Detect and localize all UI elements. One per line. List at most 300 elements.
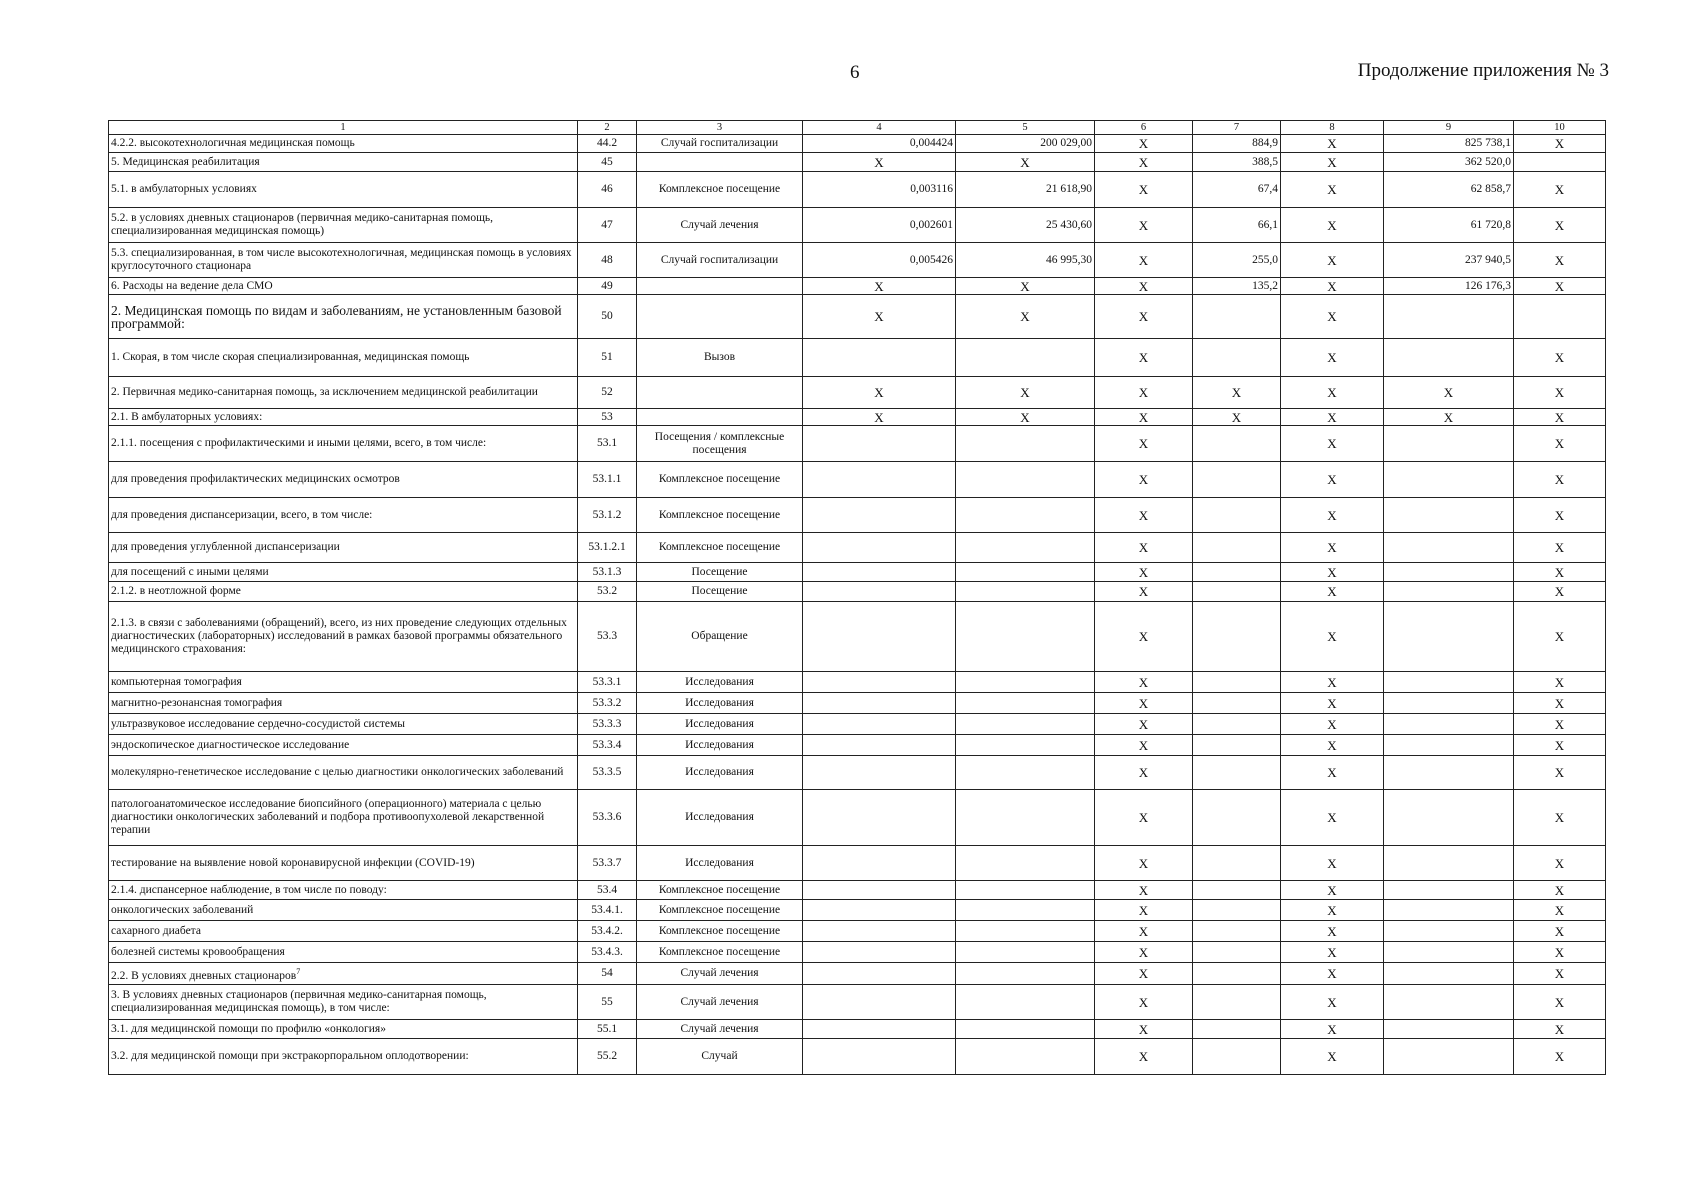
cell-col-2: 53.2 (578, 582, 637, 602)
cell-col-2: 55.1 (578, 1020, 637, 1039)
cell-col-4 (803, 672, 956, 693)
cell-col-5 (956, 339, 1095, 377)
cell-col-10: X (1514, 563, 1606, 582)
cell-col-8: X (1281, 339, 1384, 377)
cell-col-8: X (1281, 295, 1384, 339)
cell-col-3: Случай лечения (637, 963, 803, 985)
cell-col-7 (1193, 533, 1281, 563)
cell-col-7 (1193, 900, 1281, 921)
cell-col-6: X (1095, 498, 1193, 533)
cell-col-1: для проведения углубленной диспансеризации (109, 533, 578, 563)
cell-col-2: 54 (578, 963, 637, 985)
cell-col-4: 0,002601 (803, 208, 956, 243)
cell-col-8: X (1281, 462, 1384, 498)
table-row (109, 135, 1606, 153)
cell-col-9: X (1384, 377, 1514, 409)
cell-col-8: X (1281, 278, 1384, 295)
cell-col-8: X (1281, 377, 1384, 409)
cell-col-1: 5.2. в условиях дневных стационаров (первичная медико-санитарная помощь, специализированная медицинская помощь) (109, 208, 578, 243)
cell-col-10: X (1514, 714, 1606, 735)
cell-col-3 (637, 153, 803, 172)
cell-col-7: 135,2 (1193, 278, 1281, 295)
cell-col-9 (1384, 790, 1514, 846)
cell-col-7 (1193, 563, 1281, 582)
cell-col-10: X (1514, 339, 1606, 377)
cell-col-8: X (1281, 846, 1384, 881)
cell-col-8: X (1281, 1020, 1384, 1039)
cell-col-10: X (1514, 693, 1606, 714)
cell-col-3: Комплексное посещение (637, 533, 803, 563)
cell-col-6: X (1095, 672, 1193, 693)
cell-col-6: X (1095, 735, 1193, 756)
cell-col-4 (803, 714, 956, 735)
cell-col-3: Исследования (637, 790, 803, 846)
cell-col-3: Вызов (637, 339, 803, 377)
cell-col-4 (803, 693, 956, 714)
cell-col-4: 0,004424 (803, 135, 956, 153)
cell-col-8: X (1281, 881, 1384, 900)
cell-col-8: X (1281, 426, 1384, 462)
cell-col-10: X (1514, 243, 1606, 278)
table-row (109, 243, 1606, 278)
cell-col-1: 2. Медицинская помощь по видам и заболеваниям, не установленным базовой программой: (109, 295, 578, 339)
cell-col-8: X (1281, 921, 1384, 942)
cell-col-1: 3.1. для медицинской помощи по профилю «онкология» (109, 1020, 578, 1039)
table-row (109, 208, 1606, 243)
cell-col-3: Посещение (637, 563, 803, 582)
cell-col-1: для посещений с иными целями (109, 563, 578, 582)
cell-col-7: 67,4 (1193, 172, 1281, 208)
cell-col-1: патологоанатомическое исследование биопсийного (операционного) материала с целью диагностики онкологических заболеваний и подбора противоопухолевой лекарственной терапии (109, 790, 578, 846)
cell-col-1: сахарного диабета (109, 921, 578, 942)
cell-col-4 (803, 790, 956, 846)
cell-col-5 (956, 900, 1095, 921)
cell-col-7 (1193, 846, 1281, 881)
cell-col-2: 50 (578, 295, 637, 339)
cell-col-3: Комплексное посещение (637, 462, 803, 498)
cell-col-9 (1384, 563, 1514, 582)
column-header-8: 8 (1281, 121, 1384, 135)
table-row (109, 846, 1606, 881)
cell-col-8: X (1281, 243, 1384, 278)
cell-col-9 (1384, 533, 1514, 563)
cell-col-4: X (803, 153, 956, 172)
column-header-10: 10 (1514, 121, 1606, 135)
table-row (109, 409, 1606, 426)
cell-col-3: Комплексное посещение (637, 881, 803, 900)
cell-col-1: 2.1.1. посещения с профилактическими и иными целями, всего, в том числе: (109, 426, 578, 462)
cell-col-1: магнитно-резонансная томография (109, 693, 578, 714)
column-header-3: 3 (637, 121, 803, 135)
cell-col-9 (1384, 881, 1514, 900)
cell-col-10: X (1514, 426, 1606, 462)
cell-col-3: Комплексное посещение (637, 498, 803, 533)
cell-col-10: X (1514, 672, 1606, 693)
cell-col-1: 2.2. В условиях дневных стационаров$^7$ (109, 963, 578, 985)
cell-col-2: 44.2 (578, 135, 637, 153)
table-row (109, 295, 1606, 339)
cell-col-6: X (1095, 756, 1193, 790)
cell-col-2: 53.4.2. (578, 921, 637, 942)
cell-col-4 (803, 426, 956, 462)
cell-col-6: X (1095, 921, 1193, 942)
cell-col-9: 126 176,3 (1384, 278, 1514, 295)
cell-col-3: Посещения / комплексные посещения (637, 426, 803, 462)
cell-col-5 (956, 790, 1095, 846)
cell-col-9 (1384, 1039, 1514, 1075)
cell-col-7 (1193, 295, 1281, 339)
cell-col-10: X (1514, 172, 1606, 208)
cell-col-8: X (1281, 582, 1384, 602)
cell-col-7: 255,0 (1193, 243, 1281, 278)
cell-col-5 (956, 693, 1095, 714)
column-header-6: 6 (1095, 121, 1193, 135)
cell-col-2: 53 (578, 409, 637, 426)
cell-col-1: 2.1.2. в неотложной форме (109, 582, 578, 602)
cell-col-8: X (1281, 135, 1384, 153)
cell-col-2: 48 (578, 243, 637, 278)
cell-col-7 (1193, 693, 1281, 714)
cell-col-7 (1193, 426, 1281, 462)
cell-col-10: X (1514, 756, 1606, 790)
cell-col-1: 5. Медицинская реабилитация (109, 153, 578, 172)
cell-col-10: X (1514, 582, 1606, 602)
cell-col-9 (1384, 498, 1514, 533)
cell-col-10: X (1514, 377, 1606, 409)
cell-col-9 (1384, 846, 1514, 881)
cell-col-5: X (956, 278, 1095, 295)
table-row (109, 582, 1606, 602)
cell-col-5 (956, 714, 1095, 735)
cell-col-6: X (1095, 693, 1193, 714)
cell-col-1: 6. Расходы на ведение дела СМО (109, 278, 578, 295)
cell-col-7 (1193, 498, 1281, 533)
cell-col-2: 53.1 (578, 426, 637, 462)
cell-col-1: эндоскопическое диагностическое исследование (109, 735, 578, 756)
cell-col-4: X (803, 295, 956, 339)
cell-col-10: X (1514, 790, 1606, 846)
cell-col-1: для проведения диспансеризации, всего, в том числе: (109, 498, 578, 533)
cell-col-1: 2.1.4. диспансерное наблюдение, в том числе по поводу: (109, 881, 578, 900)
table-row (109, 790, 1606, 846)
cell-col-5 (956, 533, 1095, 563)
table-row (109, 498, 1606, 533)
cell-col-5 (956, 582, 1095, 602)
column-header-9: 9 (1384, 121, 1514, 135)
cell-col-6: X (1095, 278, 1193, 295)
cell-col-4 (803, 900, 956, 921)
cell-col-7 (1193, 582, 1281, 602)
cell-col-4 (803, 462, 956, 498)
table-row (109, 563, 1606, 582)
table-row (109, 921, 1606, 942)
cell-col-5 (956, 921, 1095, 942)
cell-col-2: 47 (578, 208, 637, 243)
cell-col-5: X (956, 409, 1095, 426)
column-number-row (109, 121, 1606, 135)
cell-col-5 (956, 1020, 1095, 1039)
cell-col-7: X (1193, 409, 1281, 426)
cell-col-5 (956, 462, 1095, 498)
cell-col-9 (1384, 963, 1514, 985)
cell-col-6: X (1095, 243, 1193, 278)
cell-col-9: 62 858,7 (1384, 172, 1514, 208)
cell-col-3: Комплексное посещение (637, 172, 803, 208)
cell-col-7 (1193, 985, 1281, 1020)
cell-col-4 (803, 846, 956, 881)
cell-col-6: X (1095, 985, 1193, 1020)
cell-col-10: X (1514, 1020, 1606, 1039)
cell-col-8: X (1281, 942, 1384, 963)
cell-col-6: X (1095, 881, 1193, 900)
cell-col-1: 4.2.2. высокотехнологичная медицинская помощь (109, 135, 578, 153)
cell-col-1: 5.3. специализированная, в том числе высокотехнологичная, медицинская помощь в условиях круглосуточного стационара (109, 243, 578, 278)
table-row (109, 602, 1606, 672)
cell-col-5 (956, 735, 1095, 756)
cell-col-7: 884,9 (1193, 135, 1281, 153)
cell-col-6: X (1095, 582, 1193, 602)
cell-col-8: X (1281, 900, 1384, 921)
cell-col-4 (803, 339, 956, 377)
cell-col-9 (1384, 921, 1514, 942)
table-row (109, 672, 1606, 693)
cell-col-6: X (1095, 602, 1193, 672)
cell-col-2: 46 (578, 172, 637, 208)
cell-col-3: Случай госпитализации (637, 243, 803, 278)
table-row (109, 153, 1606, 172)
cell-col-4 (803, 602, 956, 672)
table-row (109, 1039, 1606, 1075)
cell-col-7: 388,5 (1193, 153, 1281, 172)
cell-col-5 (956, 1039, 1095, 1075)
cell-col-4 (803, 735, 956, 756)
cell-col-7: X (1193, 377, 1281, 409)
cell-col-6: X (1095, 172, 1193, 208)
cell-col-7 (1193, 942, 1281, 963)
column-header-5: 5 (956, 121, 1095, 135)
cell-col-2: 52 (578, 377, 637, 409)
cell-col-2: 53.3.3 (578, 714, 637, 735)
cell-col-4 (803, 1039, 956, 1075)
cell-col-6: X (1095, 963, 1193, 985)
cell-col-6: X (1095, 153, 1193, 172)
cell-col-3 (637, 409, 803, 426)
cell-col-5 (956, 498, 1095, 533)
cell-col-2: 53.3.1 (578, 672, 637, 693)
cell-col-8: X (1281, 756, 1384, 790)
cell-col-6: X (1095, 409, 1193, 426)
cell-col-4 (803, 963, 956, 985)
cell-col-2: 55.2 (578, 1039, 637, 1075)
cell-col-10: X (1514, 735, 1606, 756)
cell-col-1: тестирование на выявление новой коронавирусной инфекции (COVID-19) (109, 846, 578, 881)
cell-col-3: Случай лечения (637, 1020, 803, 1039)
cell-col-9 (1384, 942, 1514, 963)
cell-col-2: 53.4.1. (578, 900, 637, 921)
cell-col-7: 66,1 (1193, 208, 1281, 243)
data-table (108, 120, 1606, 1075)
cell-col-2: 53.3.6 (578, 790, 637, 846)
cell-col-4 (803, 985, 956, 1020)
cell-col-7 (1193, 462, 1281, 498)
cell-col-4 (803, 881, 956, 900)
cell-col-7 (1193, 714, 1281, 735)
cell-col-4: 0,005426 (803, 243, 956, 278)
cell-col-5 (956, 963, 1095, 985)
cell-col-8: X (1281, 985, 1384, 1020)
cell-col-9 (1384, 985, 1514, 1020)
cell-col-1: 1. Скорая, в том числе скорая специализированная, медицинская помощь (109, 339, 578, 377)
cell-col-2: 53.1.2 (578, 498, 637, 533)
cell-col-5: X (956, 377, 1095, 409)
cell-col-3: Случай (637, 1039, 803, 1075)
cell-col-9: X (1384, 409, 1514, 426)
table-row (109, 377, 1606, 409)
column-header-2: 2 (578, 121, 637, 135)
cell-col-9 (1384, 426, 1514, 462)
cell-col-2: 53.3.4 (578, 735, 637, 756)
cell-col-3: Исследования (637, 756, 803, 790)
cell-col-8: X (1281, 714, 1384, 735)
cell-col-4 (803, 756, 956, 790)
cell-col-8: X (1281, 693, 1384, 714)
cell-col-6: X (1095, 339, 1193, 377)
table-row (109, 172, 1606, 208)
table-row (109, 693, 1606, 714)
footnote-marker: 7 (296, 966, 301, 976)
cell-col-2: 53.3.5 (578, 756, 637, 790)
cell-col-5 (956, 563, 1095, 582)
cell-col-3 (637, 377, 803, 409)
cell-col-2: 53.3.7 (578, 846, 637, 881)
cell-col-9 (1384, 295, 1514, 339)
cell-col-1: 2.1. В амбулаторных условиях: (109, 409, 578, 426)
cell-col-7 (1193, 339, 1281, 377)
cell-col-6: X (1095, 1039, 1193, 1075)
cell-col-9: 825 738,1 (1384, 135, 1514, 153)
cell-col-5 (956, 426, 1095, 462)
cell-col-7 (1193, 790, 1281, 846)
cell-col-9 (1384, 602, 1514, 672)
cell-col-1: 3.2. для медицинской помощи при экстракорпоральном оплодотворении: (109, 1039, 578, 1075)
cell-col-10: X (1514, 462, 1606, 498)
cell-col-4 (803, 563, 956, 582)
cell-col-8: X (1281, 498, 1384, 533)
page-number: 6 (850, 62, 860, 83)
cell-col-8: X (1281, 602, 1384, 672)
cell-col-1: онкологических заболеваний (109, 900, 578, 921)
cell-col-6: X (1095, 426, 1193, 462)
cell-col-3: Исследования (637, 672, 803, 693)
cell-col-6: X (1095, 462, 1193, 498)
cell-col-10: X (1514, 963, 1606, 985)
cell-col-8: X (1281, 208, 1384, 243)
cell-col-9 (1384, 672, 1514, 693)
cell-col-2: 53.4.3. (578, 942, 637, 963)
cell-col-7 (1193, 1039, 1281, 1075)
cell-col-9: 61 720,8 (1384, 208, 1514, 243)
cell-col-1: 3. В условиях дневных стационаров (первичная медико-санитарная помощь, специализированная медицинская помощь), в том числе: (109, 985, 578, 1020)
cell-col-10 (1514, 153, 1606, 172)
cell-col-10: X (1514, 278, 1606, 295)
column-header-7: 7 (1193, 121, 1281, 135)
cell-col-9 (1384, 756, 1514, 790)
cell-col-10: X (1514, 533, 1606, 563)
table-row (109, 426, 1606, 462)
cell-col-4: X (803, 278, 956, 295)
cell-col-5: 25 430,60 (956, 208, 1095, 243)
cell-col-2: 53.1.2.1 (578, 533, 637, 563)
cell-col-3: Посещение (637, 582, 803, 602)
cell-col-8: X (1281, 672, 1384, 693)
cell-col-5 (956, 942, 1095, 963)
cell-col-1: молекулярно-генетическое исследование с целью диагностики онкологических заболеваний (109, 756, 578, 790)
table-row (109, 462, 1606, 498)
cell-col-3 (637, 278, 803, 295)
cell-col-5: X (956, 153, 1095, 172)
cell-col-4 (803, 533, 956, 563)
page-header-title: Продолжение приложения № 3 (1357, 60, 1609, 81)
cell-col-10: X (1514, 921, 1606, 942)
cell-col-3: Комплексное посещение (637, 921, 803, 942)
cell-col-9 (1384, 693, 1514, 714)
cell-col-4 (803, 942, 956, 963)
cell-col-2: 53.3.2 (578, 693, 637, 714)
cell-col-3: Случай лечения (637, 985, 803, 1020)
cell-col-3: Комплексное посещение (637, 900, 803, 921)
cell-col-2: 53.1.1 (578, 462, 637, 498)
cell-col-1: 2. Первичная медико-санитарная помощь, за исключением медицинской реабилитации (109, 377, 578, 409)
cell-col-8: X (1281, 172, 1384, 208)
cell-col-10: X (1514, 846, 1606, 881)
cell-col-2: 55 (578, 985, 637, 1020)
cell-col-7 (1193, 921, 1281, 942)
table-row (109, 900, 1606, 921)
cell-col-6: X (1095, 377, 1193, 409)
cell-col-5: X (956, 295, 1095, 339)
cell-col-10: X (1514, 409, 1606, 426)
cell-col-7 (1193, 756, 1281, 790)
cell-col-2: 53.4 (578, 881, 637, 900)
cell-col-6: X (1095, 846, 1193, 881)
cell-col-8: X (1281, 790, 1384, 846)
cell-col-9 (1384, 735, 1514, 756)
cell-col-9 (1384, 900, 1514, 921)
table-row (109, 881, 1606, 900)
cell-col-10: X (1514, 900, 1606, 921)
cell-col-5 (956, 985, 1095, 1020)
cell-col-4 (803, 582, 956, 602)
cell-col-1: компьютерная томография (109, 672, 578, 693)
cell-col-4: X (803, 377, 956, 409)
cell-col-3: Исследования (637, 714, 803, 735)
cell-col-6: X (1095, 900, 1193, 921)
cell-col-6: X (1095, 790, 1193, 846)
cell-col-8: X (1281, 963, 1384, 985)
cell-col-8: X (1281, 563, 1384, 582)
cell-col-3: Случай лечения (637, 208, 803, 243)
cell-col-10: X (1514, 985, 1606, 1020)
cell-col-9 (1384, 1020, 1514, 1039)
cell-col-8: X (1281, 1039, 1384, 1075)
cell-col-4 (803, 498, 956, 533)
cell-col-7 (1193, 602, 1281, 672)
table-row (109, 533, 1606, 563)
cell-col-6: X (1095, 1020, 1193, 1039)
cell-col-7 (1193, 735, 1281, 756)
cell-col-1: болезней системы кровообращения (109, 942, 578, 963)
cell-col-9 (1384, 339, 1514, 377)
